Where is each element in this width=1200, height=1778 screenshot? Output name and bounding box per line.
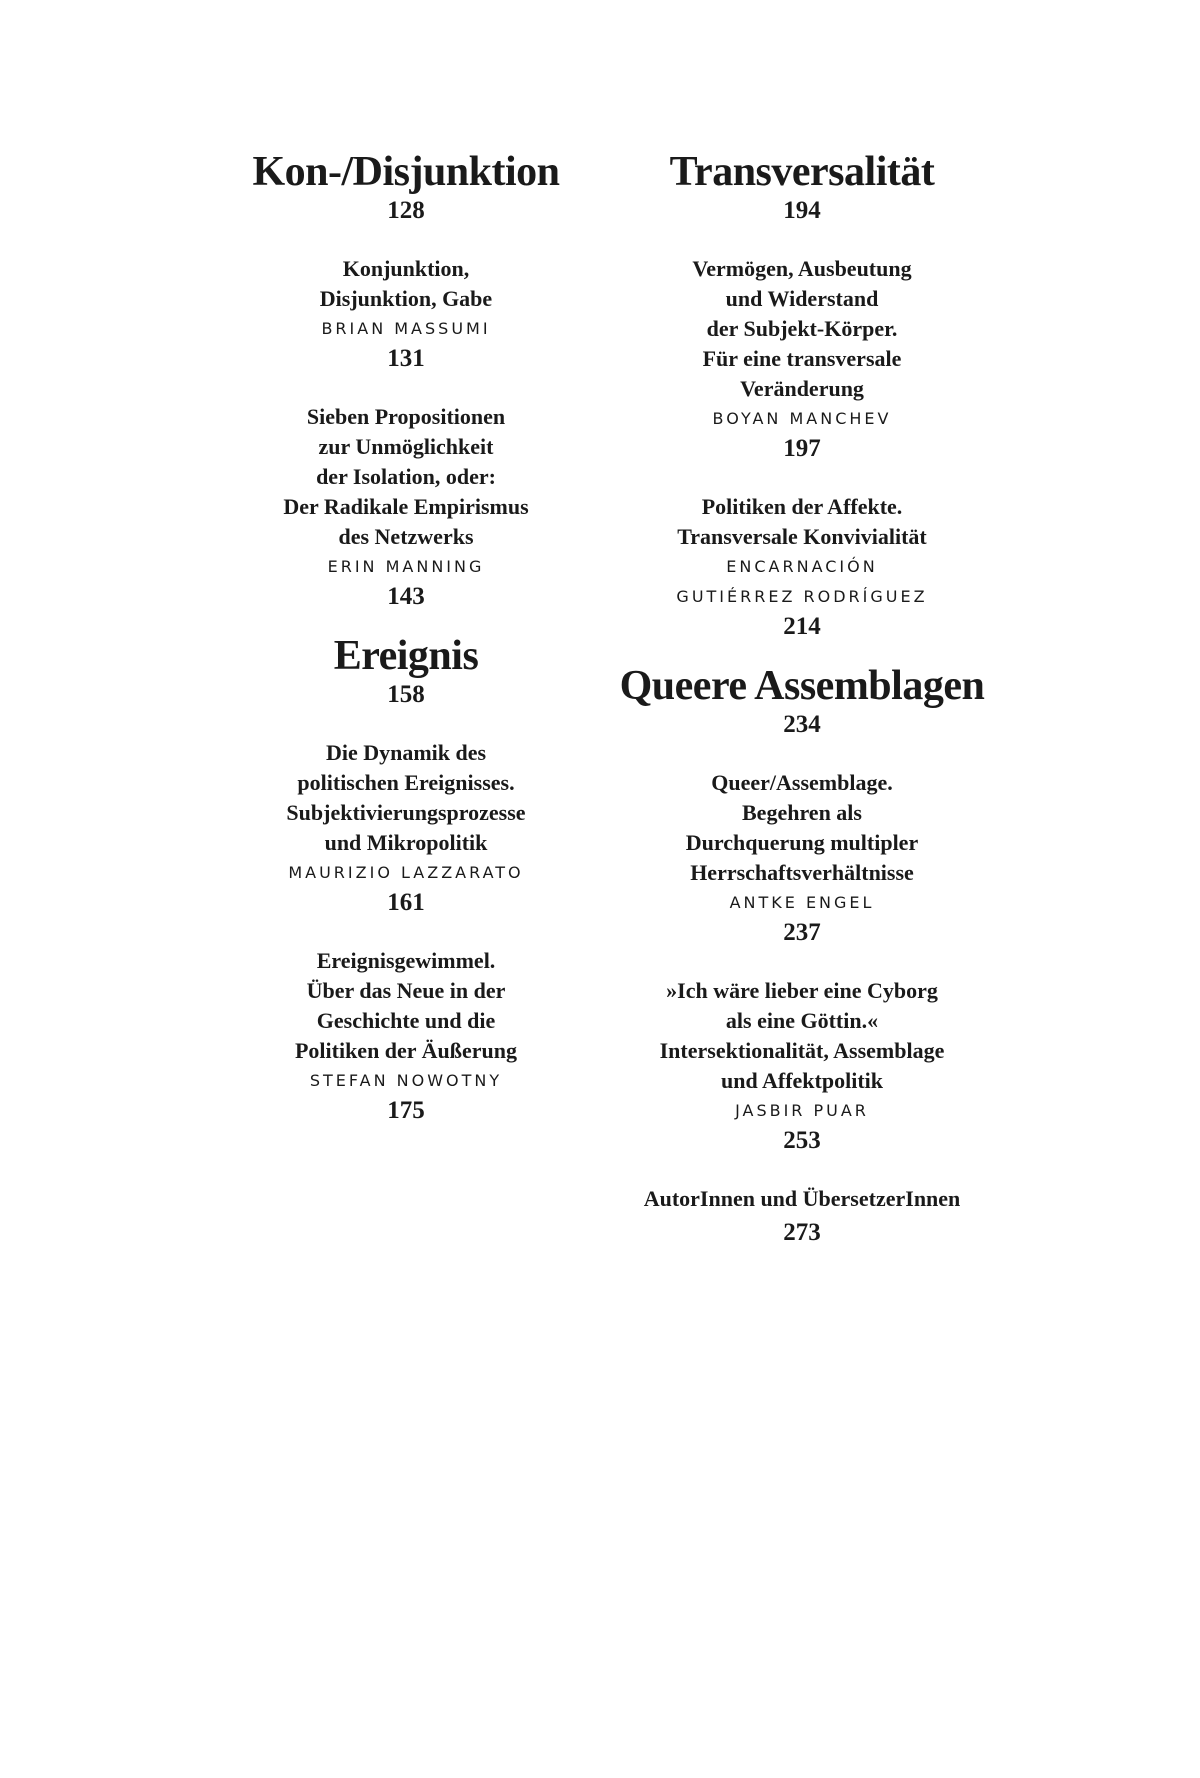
toc-left-column bbox=[186, 148, 626, 1126]
entry-title bbox=[582, 254, 1022, 404]
entry-author-line: GUTIÉRREZ RODRÍGUEZ bbox=[676, 587, 928, 606]
entry-page-number: 237 bbox=[783, 919, 821, 946]
entry-title-line: Durchquerung multipler bbox=[685, 830, 919, 855]
entry-title-line: Über das Neue in der bbox=[306, 978, 506, 1003]
toc-entry bbox=[186, 946, 626, 1126]
entry-page-number: 175 bbox=[387, 1097, 425, 1124]
entry-title-line: Veränderung bbox=[740, 376, 864, 401]
entry-title-line: Die Dynamik des bbox=[325, 740, 487, 765]
entry-title-line: Politiken der Äußerung bbox=[294, 1038, 518, 1063]
entry-title-line: als eine Göttin.« bbox=[725, 1008, 879, 1033]
section-title: Kon-/Disjunktion bbox=[252, 149, 560, 195]
section-ereignis bbox=[186, 632, 626, 1126]
section-title: Queere Assemblagen bbox=[619, 663, 985, 709]
entry-page-number: 253 bbox=[783, 1127, 821, 1154]
section-page-number: 234 bbox=[783, 711, 821, 738]
entry-title-line: Disjunktion, Gabe bbox=[319, 286, 493, 311]
entry-author: BRIAN MASSUMI bbox=[321, 319, 491, 338]
section-page-number: 194 bbox=[783, 197, 821, 224]
entry-title-line: Begehren als bbox=[742, 800, 862, 825]
entry-page-number: 214 bbox=[783, 613, 821, 640]
entry-title bbox=[186, 738, 626, 858]
toc-entry bbox=[186, 738, 626, 918]
entry-author: BOYAN MANCHEV bbox=[712, 409, 892, 428]
toc-entry bbox=[186, 254, 626, 374]
entry-page-number: 197 bbox=[783, 435, 821, 462]
section-page-number: 128 bbox=[387, 197, 425, 224]
entry-title-line: Vermögen, Ausbeutung bbox=[692, 256, 912, 281]
entry-author-line: ENCARNACIÓN bbox=[726, 557, 878, 576]
entry-author: ERIN MANNING bbox=[327, 557, 485, 576]
entry-title-line: »Ich wäre lieber eine Cyborg bbox=[666, 978, 938, 1003]
entry-title bbox=[186, 402, 626, 552]
entry-title-line: des Netzwerks bbox=[338, 524, 474, 549]
toc-entry bbox=[186, 402, 626, 612]
toc-entry bbox=[582, 768, 1022, 948]
entry-title-line: Subjektivierungsprozesse bbox=[286, 800, 526, 825]
entry-title-line: Der Radikale Empirismus bbox=[283, 494, 529, 519]
entry-title-line: Herrschaftsverhältnisse bbox=[690, 860, 914, 885]
entry-title bbox=[582, 976, 1022, 1096]
entry-title-line: und Widerstand bbox=[725, 286, 879, 311]
entry-title-line: Für eine transversale bbox=[702, 346, 902, 371]
section-kon-disjunktion bbox=[186, 148, 626, 612]
entry-title-line: Konjunktion, bbox=[342, 256, 470, 281]
entry-title-line: zur Unmöglichkeit bbox=[318, 434, 494, 459]
entry-title-line: Transversale Konvivialität bbox=[677, 524, 927, 549]
entry-page-number: 143 bbox=[387, 583, 425, 610]
entry-title-line: Geschichte und die bbox=[316, 1008, 496, 1033]
entry-title bbox=[582, 1184, 1022, 1214]
entry-title-line: Sieben Propositionen bbox=[306, 404, 506, 429]
entry-author bbox=[582, 552, 1022, 612]
entry-title-line: der Subjekt-Körper. bbox=[706, 316, 898, 341]
entry-title bbox=[582, 768, 1022, 888]
entry-title bbox=[186, 946, 626, 1066]
entry-page-number: 273 bbox=[783, 1219, 821, 1246]
entry-author: STEFAN NOWOTNY bbox=[309, 1071, 503, 1090]
entry-title-line: politischen Ereignisses. bbox=[297, 770, 515, 795]
toc-entry bbox=[582, 254, 1022, 464]
toc-entry bbox=[582, 492, 1022, 642]
entry-title bbox=[582, 492, 1022, 552]
entry-title-line: der Isolation, oder: bbox=[316, 464, 496, 489]
entry-author: ANTKE ENGEL bbox=[729, 893, 875, 912]
toc-entry bbox=[582, 976, 1022, 1156]
toc-right-column bbox=[582, 148, 1022, 1248]
section-transversalitaet bbox=[582, 148, 1022, 642]
toc-entry bbox=[582, 1184, 1022, 1248]
entry-author: MAURIZIO LAZZARATO bbox=[288, 863, 524, 882]
entry-page-number: 131 bbox=[387, 345, 425, 372]
entry-page-number: 161 bbox=[387, 889, 425, 916]
entry-title-line: und Mikropolitik bbox=[324, 830, 488, 855]
entry-author: JASBIR PUAR bbox=[735, 1101, 869, 1120]
entry-title-line: Ereignisgewimmel. bbox=[316, 948, 496, 973]
entry-title-line: Queer/Assemblage. bbox=[711, 770, 893, 795]
entry-title-line: Intersektionalität, Assemblage bbox=[659, 1038, 945, 1063]
section-page-number: 158 bbox=[387, 681, 425, 708]
section-title: Transversalität bbox=[669, 149, 935, 195]
section-queere-assemblagen bbox=[582, 662, 1022, 1248]
entry-title-line: Politiken der Affekte. bbox=[701, 494, 903, 519]
entry-title-line: und Affektpolitik bbox=[721, 1068, 883, 1093]
section-title: Ereignis bbox=[333, 633, 479, 679]
entry-title bbox=[186, 254, 626, 314]
entry-title-line: AutorInnen und ÜbersetzerInnen bbox=[643, 1186, 961, 1211]
